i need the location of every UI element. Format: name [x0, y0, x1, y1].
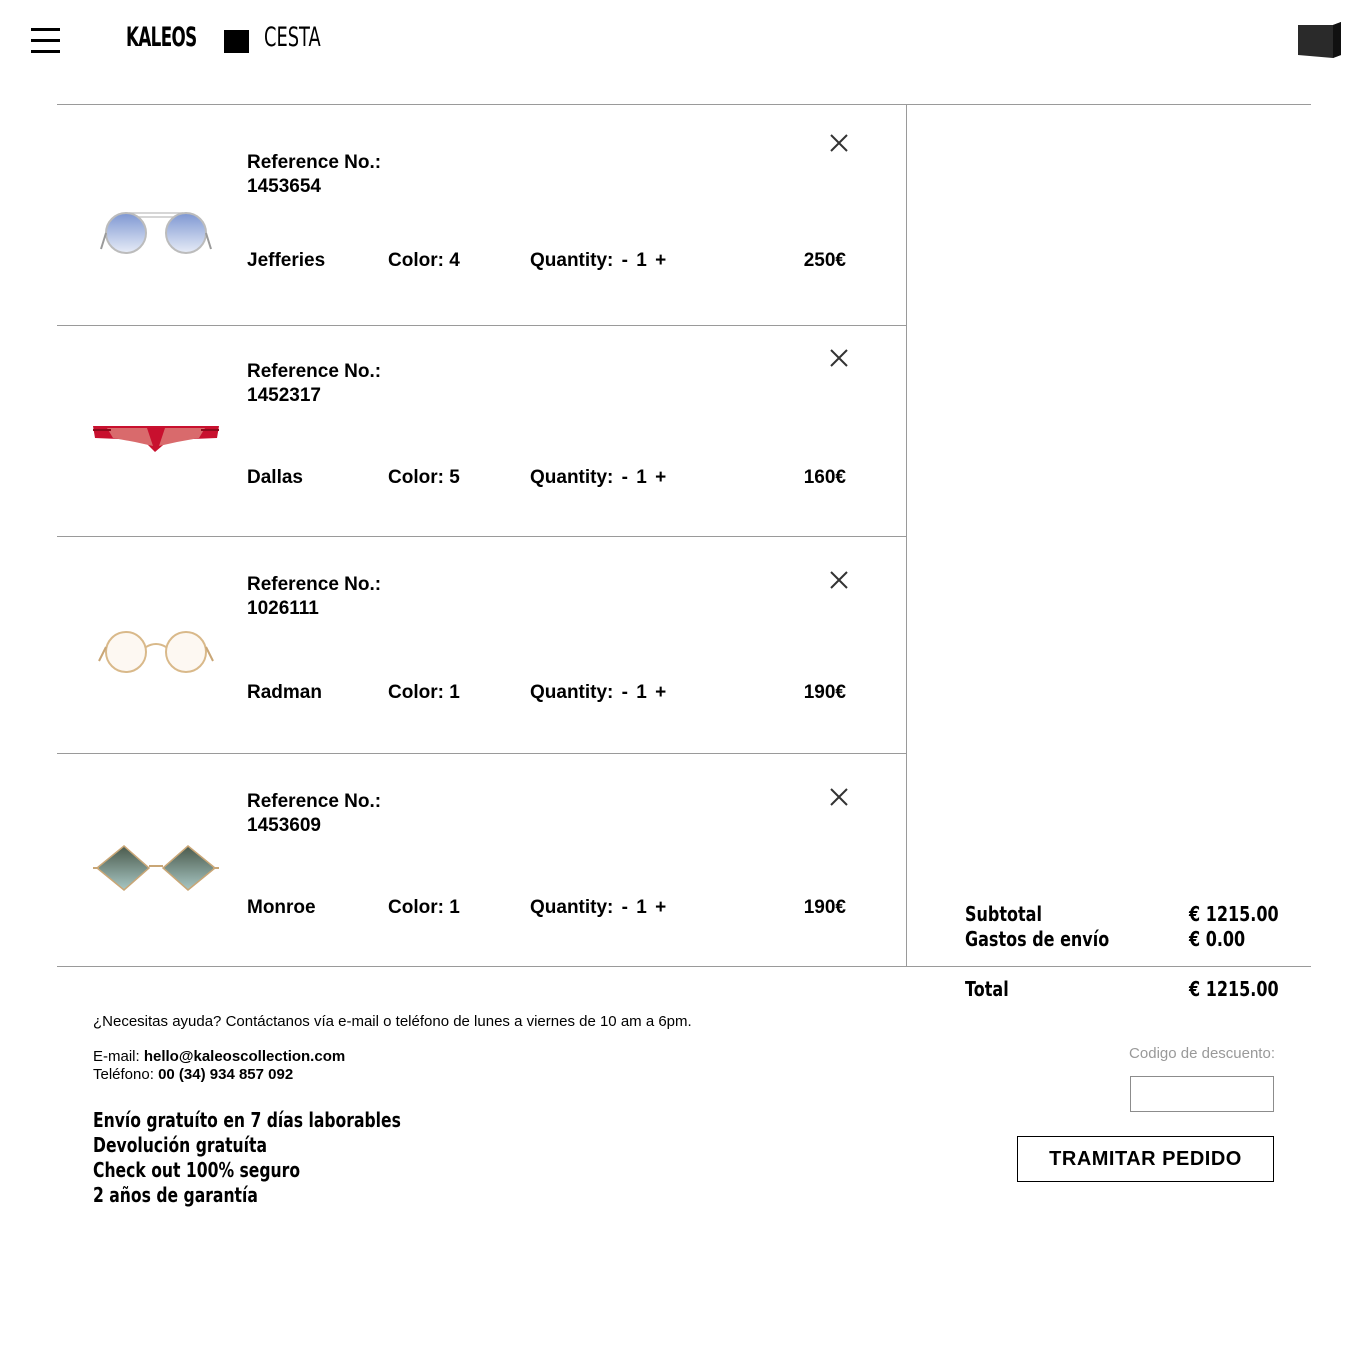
help-text: ¿Necesitas ayuda? Contáctanos vía e-mail o teléfono de lunes a viernes de 10 am a 6pm. — [93, 1013, 692, 1030]
reference-label: Reference No.: — [247, 791, 382, 812]
shipping-value: € 0.00 — [1189, 927, 1246, 951]
cart-item — [57, 326, 906, 536]
reference-number: 1453654 — [247, 176, 321, 197]
quantity-value: 1 — [636, 682, 647, 703]
discount-code-input[interactable] — [1130, 1076, 1274, 1112]
decrease-quantity-button[interactable]: - — [621, 250, 628, 271]
quantity-label: Quantity: — [530, 250, 614, 271]
decrease-quantity-button[interactable]: - — [621, 467, 628, 488]
product-color: Color: 1 — [388, 682, 460, 703]
product-price: 190€ — [803, 897, 846, 918]
remove-item-close-icon[interactable] — [829, 570, 849, 590]
product-name: Monroe — [247, 897, 316, 918]
sunglasses-image-radman — [91, 617, 221, 687]
product-color: Color: 5 — [388, 467, 460, 488]
reference-label: Reference No.: — [247, 361, 382, 382]
checkout-button[interactable]: TRAMITAR PEDIDO — [1017, 1136, 1274, 1182]
subtotal-label: Subtotal — [965, 902, 1042, 926]
product-price: 190€ — [803, 682, 846, 703]
reference-label: Reference No.: — [247, 574, 382, 595]
product-color: Color: 4 — [388, 250, 460, 271]
quantity-stepper — [530, 682, 669, 704]
total-label: Total — [965, 977, 1009, 1001]
reference-label: Reference No.: — [247, 152, 382, 173]
cart-box-icon[interactable] — [1298, 22, 1341, 58]
sunglasses-image-jefferies — [91, 205, 221, 275]
quantity-value: 1 — [636, 250, 647, 271]
contact-email-line — [93, 1048, 345, 1065]
email-link[interactable]: hello@kaleoscollection.com — [143, 1048, 346, 1065]
cart-item — [57, 105, 906, 325]
quantity-label: Quantity: — [530, 682, 614, 703]
remove-item-close-icon[interactable] — [829, 133, 849, 153]
quantity-stepper — [530, 897, 669, 919]
sunglasses-image-monroe — [91, 834, 221, 904]
increase-quantity-button[interactable]: + — [655, 250, 667, 271]
cart-item — [57, 537, 906, 753]
hamburger-menu-icon[interactable] — [31, 28, 60, 54]
column-divider — [906, 104, 907, 967]
perk-warranty: 2 años de garantía — [93, 1183, 258, 1207]
product-price: 250€ — [803, 250, 846, 271]
phone-label: Teléfono: — [93, 1066, 154, 1083]
subtotal-value: € 1215.00 — [1189, 902, 1279, 926]
brand-square-icon — [224, 30, 249, 53]
decrease-quantity-button[interactable]: - — [621, 682, 628, 703]
quantity-stepper — [530, 467, 669, 489]
email-label: E-mail: — [93, 1048, 140, 1065]
perk-free-shipping: Envío gratuíto en 7 días laborables — [93, 1108, 401, 1132]
total-value: € 1215.00 — [1189, 977, 1279, 1001]
sunglasses-image-dallas — [91, 402, 221, 472]
remove-item-close-icon[interactable] — [829, 348, 849, 368]
page-title: CESTA — [264, 22, 321, 53]
remove-item-close-icon[interactable] — [829, 787, 849, 807]
reference-number: 1026111 — [247, 598, 319, 619]
product-price: 160€ — [803, 467, 846, 488]
product-name: Radman — [247, 682, 322, 703]
increase-quantity-button[interactable]: + — [655, 682, 667, 703]
quantity-value: 1 — [636, 467, 647, 488]
perk-secure-checkout: Check out 100% seguro — [93, 1158, 301, 1182]
decrease-quantity-button[interactable]: - — [621, 897, 628, 918]
shipping-label: Gastos de envío — [965, 927, 1110, 951]
quantity-label: Quantity: — [530, 467, 614, 488]
bottom-divider — [57, 966, 1311, 967]
product-name: Jefferies — [247, 250, 326, 271]
quantity-value: 1 — [636, 897, 647, 918]
discount-code-label: Codigo de descuento: — [1129, 1045, 1275, 1062]
phone-link[interactable]: 00 (34) 934 857 092 — [158, 1066, 294, 1083]
product-name: Dallas — [247, 467, 303, 488]
increase-quantity-button[interactable]: + — [655, 467, 667, 488]
brand-logo[interactable]: KALEOS — [126, 22, 197, 53]
quantity-label: Quantity: — [530, 897, 614, 918]
quantity-stepper — [530, 250, 669, 272]
increase-quantity-button[interactable]: + — [655, 897, 667, 918]
product-color: Color: 1 — [388, 897, 460, 918]
perk-free-returns: Devolución gratuíta — [93, 1133, 268, 1157]
cart-item — [57, 754, 906, 966]
contact-phone-line — [93, 1066, 293, 1083]
reference-number: 1452317 — [247, 385, 321, 406]
reference-number: 1453609 — [247, 815, 321, 836]
